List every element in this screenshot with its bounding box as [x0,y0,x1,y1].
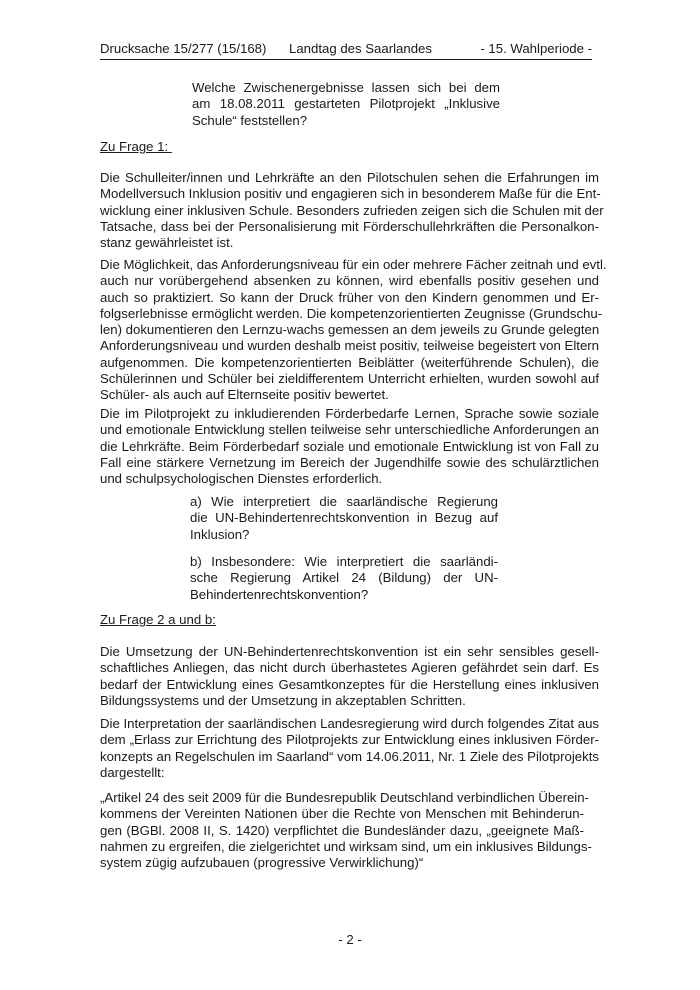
answer-1-paragraph-1: Die Schulleiter/innen und Lehrkräfte an den Pilotschulen sehen die Erfahrungen im Modellversuch Inklusion positiv und engagieren sich in besonderem Maße für die Ent- wicklung einer inklusiven Schule. Besonders zufrieden zeigen sich die Schulen mit der Tatsache, dass bei der Personalisierung mit Förderschullehrkräften die Personalkon- stanz gewährleistet ist. [100,170,604,251]
question-2a: a) Wie interpretiert die saarländische Regierung die UN-Behindertenrechtskonvention in Bezug auf Inklusion? [190,494,498,542]
answer-2-heading: Zu Frage 2 a und b: [100,612,216,627]
answer-1-heading: Zu Frage 1: [100,139,172,154]
answer-2-quote: „Artikel 24 des seit 2009 für die Bundesrepublik Deutschland verbindlichen Überein- kommens der Vereinten Nationen über die Rechte von Menschen mit Behinderun- gen (BGBl. 2008 II, S. 1420) verpflichtet die Bundesländer dazu, „geeignete Maß- nahmen zu ergreifen, die zielgerichtet und wirksam sind, um ein inklusives Bildungs- system zügig aufzubauen (progressive Verwirklichung)“ [100,790,592,871]
question-2b: b) Insbesondere: Wie interpretiert die saarländi- sche Regierung Artikel 24 (Bildung) der UN- Behindertenrechtskonvention? [190,554,498,602]
answer-1-paragraph-3: Die im Pilotprojekt zu inkludierenden Förderbedarfe Lernen, Sprache sowie soziale und emotionale Entwicklung stellen teilweise sehr unterschiedliche Anforderungen an die Lehrkräfte. Beim Förderbedarf soziale und emotionale Entwicklung ist von Fall zu Fall eine stärkere Vernetzung im Bereich der Jugendhilfe sowie des schulärztlichen und schulpsychologischen Dienstes erforderlich. [100,406,599,487]
header-document-number: Drucksache 15/277 (15/168) [100,41,267,56]
page-number: - 2 - [338,932,362,947]
answer-1-paragraph-2: Die Möglichkeit, das Anforderungsniveau für ein oder mehrere Fächer zeitnah und evtl. auch nur vorübergehend absenken zu können, wird ebenfalls positiv gesehen und auch so praktiziert. So kann der Druck früher von den Kindern genommen und Er- folgserlebnisse ermöglicht werden. Die kompetenzorientierten Zeugnisse (Grundschu- len) dokumentieren den Lernzu-wachs gemessen an dem jeweils zu Grunde gelegten Anforderungsniveau und wurden deshalb meist positiv, teilweise begeistert von Eltern aufgenommen. Die kompetenzorientierten Beiblätter (weiterführende Schulen), die Schülerinnen und Schüler bei zieldifferentem Unterricht erhielten, wurden sowohl auf Schüler- als auch auf Elternseite positiv bewertet. [100,257,607,403]
answer-2-paragraph-2: Die Interpretation der saarländischen Landesregierung wird durch folgendes Zitat aus dem „Erlass zur Errichtung des Pilotprojekts zur Entwicklung eines inklusiven Förder- konzepts an Regelschulen im Saarland“ vom 14.06.2011, Nr. 1 Ziele des Pilotprojekts dargestellt: [100,716,599,780]
page-header [100,41,592,60]
question-1: Welche Zwischenergebnisse lassen sich bei dem am 18.08.2011 gestarteten Pilotprojekt „Inklusive Schule“ feststellen? [192,80,500,128]
header-parliament: Landtag des Saarlandes [289,41,432,56]
header-legislative-period: - 15. Wahlperiode - [480,41,592,56]
answer-2-paragraph-1: Die Umsetzung der UN-Behindertenrechtskonvention ist ein sehr sensibles gesell- schaftliches Anliegen, das nicht durch überhastetes Agieren gefährdet sein darf. Es bedarf der Entwicklung eines Gesamtkonzeptes für die Herstellung eines inklusiven Bildungssystems und der Umsetzung in akzeptablen Schritten. [100,644,599,708]
